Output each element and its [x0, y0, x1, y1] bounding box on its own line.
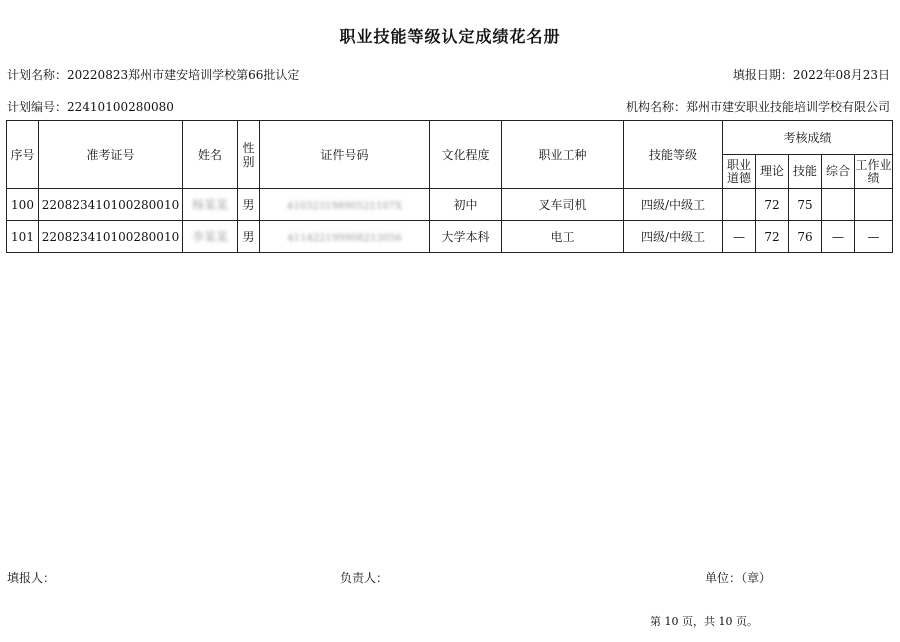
- redacted-name: 李某某: [191, 230, 228, 244]
- report-date: [733, 66, 890, 83]
- cell-exam-no: 220823410100280010: [39, 189, 183, 221]
- org-name: [626, 98, 890, 115]
- score-table: [6, 120, 893, 253]
- header-work: 工作业绩: [855, 155, 893, 189]
- cell-seq: 100: [7, 189, 39, 221]
- cell-skill: 75: [789, 189, 822, 221]
- cell-ethics: —: [723, 221, 756, 253]
- cell-job: 电工: [502, 221, 624, 253]
- cell-theory: 72: [756, 221, 789, 253]
- plan-name-value: 20220823郑州市建安培训学校第66批认定: [67, 68, 300, 82]
- redacted-id-no: 41032319890521107X: [286, 200, 403, 212]
- redacted-id-no: 411422199908213056: [287, 232, 402, 244]
- cell-gender: 男: [238, 189, 260, 221]
- header-job: 职业工种: [502, 121, 624, 189]
- cell-gender: 男: [238, 221, 260, 253]
- cell-name: [183, 221, 238, 253]
- cell-overall: [822, 189, 855, 221]
- org-name-value: 郑州市建安职业技能培训学校有限公司: [685, 100, 890, 114]
- redacted-name: 杨某某: [191, 198, 228, 212]
- cell-level: 四级/中级工: [624, 221, 723, 253]
- report-date-value: 2022年08月23日: [792, 68, 890, 82]
- cell-level: 四级/中级工: [624, 189, 723, 221]
- unit-seal-label: 单位：（章）: [705, 571, 772, 585]
- cell-overall: —: [822, 221, 855, 253]
- header-education: 文化程度: [430, 121, 502, 189]
- plan-number: [7, 98, 174, 115]
- org-name-label: 机构名称：: [625, 100, 686, 114]
- cell-job: 叉车司机: [502, 189, 624, 221]
- cell-education: 大学本科: [430, 221, 502, 253]
- table-row: [7, 221, 893, 253]
- responsible-label: 负责人：: [340, 571, 389, 585]
- plan-name: [7, 66, 299, 83]
- cell-ethics: [723, 189, 756, 221]
- table-row: [7, 189, 893, 221]
- header-level: 技能等级: [624, 121, 723, 189]
- header-exam-no: 准考证号: [39, 121, 183, 189]
- cell-education: 初中: [430, 189, 502, 221]
- cell-exam-no: 220823410100280010: [39, 221, 183, 253]
- plan-number-value: 22410100280080: [67, 100, 174, 114]
- header-ethics: 职业道德: [723, 155, 756, 189]
- header-theory: 理论: [756, 155, 789, 189]
- report-date-label: 填报日期：: [732, 68, 793, 82]
- plan-number-label: 计划编号：: [7, 100, 68, 114]
- page-info: 第 10 页，共 10 页。: [650, 615, 758, 628]
- plan-name-label: 计划名称：: [7, 68, 68, 82]
- header-gender: 性别: [238, 121, 260, 189]
- cell-name: [183, 189, 238, 221]
- cell-id-no: [260, 221, 430, 253]
- cell-seq: 101: [7, 221, 39, 253]
- header-scores-group: 考核成绩: [723, 121, 893, 155]
- header-seq: 序号: [7, 121, 39, 189]
- document-title: 职业技能等级认定成绩花名册: [339, 27, 561, 46]
- cell-work: —: [855, 221, 893, 253]
- header-name: 姓名: [183, 121, 238, 189]
- header-skill: 技能: [789, 155, 822, 189]
- header-id-no: 证件号码: [260, 121, 430, 189]
- cell-skill: 76: [789, 221, 822, 253]
- cell-theory: 72: [756, 189, 789, 221]
- cell-work: [855, 189, 893, 221]
- reporter-label: 填报人：: [7, 571, 56, 585]
- header-overall: 综合: [822, 155, 855, 189]
- cell-id-no: [260, 189, 430, 221]
